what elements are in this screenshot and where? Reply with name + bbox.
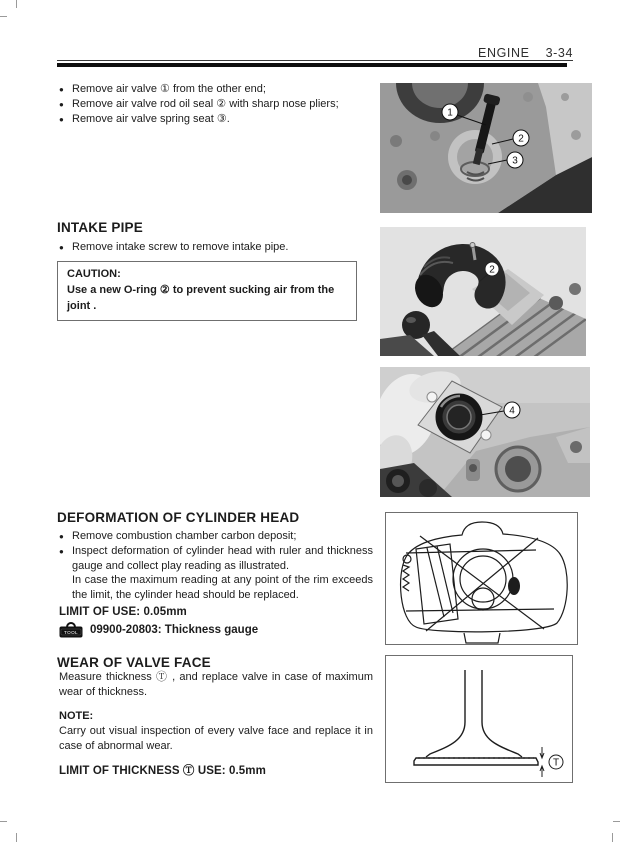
figure-air-valve-photo	[380, 83, 592, 213]
callout-t-label: T	[552, 757, 560, 769]
valve-wear-illustration	[386, 656, 572, 782]
header-rule-thin	[57, 60, 573, 61]
valve-face-heading: WEAR OF VALVE FACE	[57, 655, 211, 670]
figure-oring-photo	[380, 367, 590, 497]
header-rule-thick	[57, 63, 567, 67]
callout-2-label: 2	[489, 264, 495, 276]
list-item: ● Remove intake screw to remove intake pipe.	[59, 240, 373, 255]
list-item: ● Remove air valve ① from the other end;	[59, 82, 373, 97]
callout-4-label: 4	[509, 405, 515, 417]
tool-icon-label: TOOL	[63, 630, 79, 635]
crop-mark-top-left-h	[0, 16, 7, 17]
limit-of-use: LIMIT OF USE: 0.05mm	[59, 606, 187, 618]
header-page-number: 3-34	[545, 46, 573, 60]
crop-mark-top-left-v	[16, 0, 17, 8]
callout-2-label: 2	[518, 133, 524, 145]
tool-number: 09900-20803: Thickness gauge	[90, 624, 259, 636]
intake-pipe-photo-illustration	[380, 227, 586, 356]
crop-mark-bottom-left-h	[0, 821, 7, 822]
caution-text: Use a new O-ring ② to prevent sucking air from the joint .	[67, 284, 335, 312]
crop-mark-bottom-left-v	[16, 833, 17, 842]
deformation-list	[59, 529, 373, 574]
valve-stem-left	[426, 670, 465, 757]
figure-valve-wear-drawing	[385, 655, 573, 783]
oring-photo-illustration	[380, 367, 590, 497]
head-deformation-illustration	[386, 513, 577, 644]
callout-1-label: 1	[447, 107, 453, 119]
limit-of-thickness: LIMIT OF THICKNESS Ⓣ USE: 0.5mm	[59, 765, 266, 777]
intake-pipe-heading: INTAKE PIPE	[57, 220, 143, 235]
caution-box	[57, 261, 357, 321]
valve-face	[414, 758, 538, 765]
note-body: Carry out visual inspection of every valve face and replace it in case of abnormal wear.	[59, 725, 373, 752]
note-label: NOTE:	[59, 710, 94, 722]
header-section-title: ENGINE	[478, 46, 530, 60]
special-tool-row	[59, 622, 258, 638]
caution-label: CAUTION:	[67, 268, 121, 280]
list-item: ● Remove air valve spring seat ③.	[59, 112, 373, 127]
intake-pipe-list	[59, 240, 373, 255]
crop-mark-bottom-right-v	[612, 833, 613, 842]
callout-3-label: 3	[512, 155, 518, 167]
list-item: ● Inspect deformation of cylinder head with ruler and thickness gauge and collect play reading as illustrated.	[59, 544, 373, 574]
tool-box-icon	[59, 622, 83, 638]
air-valve-removal-list	[59, 82, 373, 127]
air-valve-photo-illustration	[380, 83, 592, 213]
list-item: ● Remove air valve rod oil seal ② with sharp nose pliers;	[59, 97, 373, 112]
figure-intake-pipe-photo	[380, 227, 586, 356]
figure-head-deformation-drawing	[385, 512, 578, 645]
deformation-heading: DEFORMATION OF CYLINDER HEAD	[57, 510, 300, 525]
crop-mark-bottom-right-h	[613, 821, 620, 822]
page-header	[57, 46, 573, 60]
valve-face-body: Measure thickness Ⓣ , and replace valve in case of maximum wear of thickness.	[59, 671, 373, 698]
list-item: ● Remove combustion chamber carbon deposit;	[59, 529, 373, 544]
deformation-paragraph: In case the maximum reading at any point of the rim exceeds the limit, the cylinder head should be replaced.	[72, 574, 373, 601]
